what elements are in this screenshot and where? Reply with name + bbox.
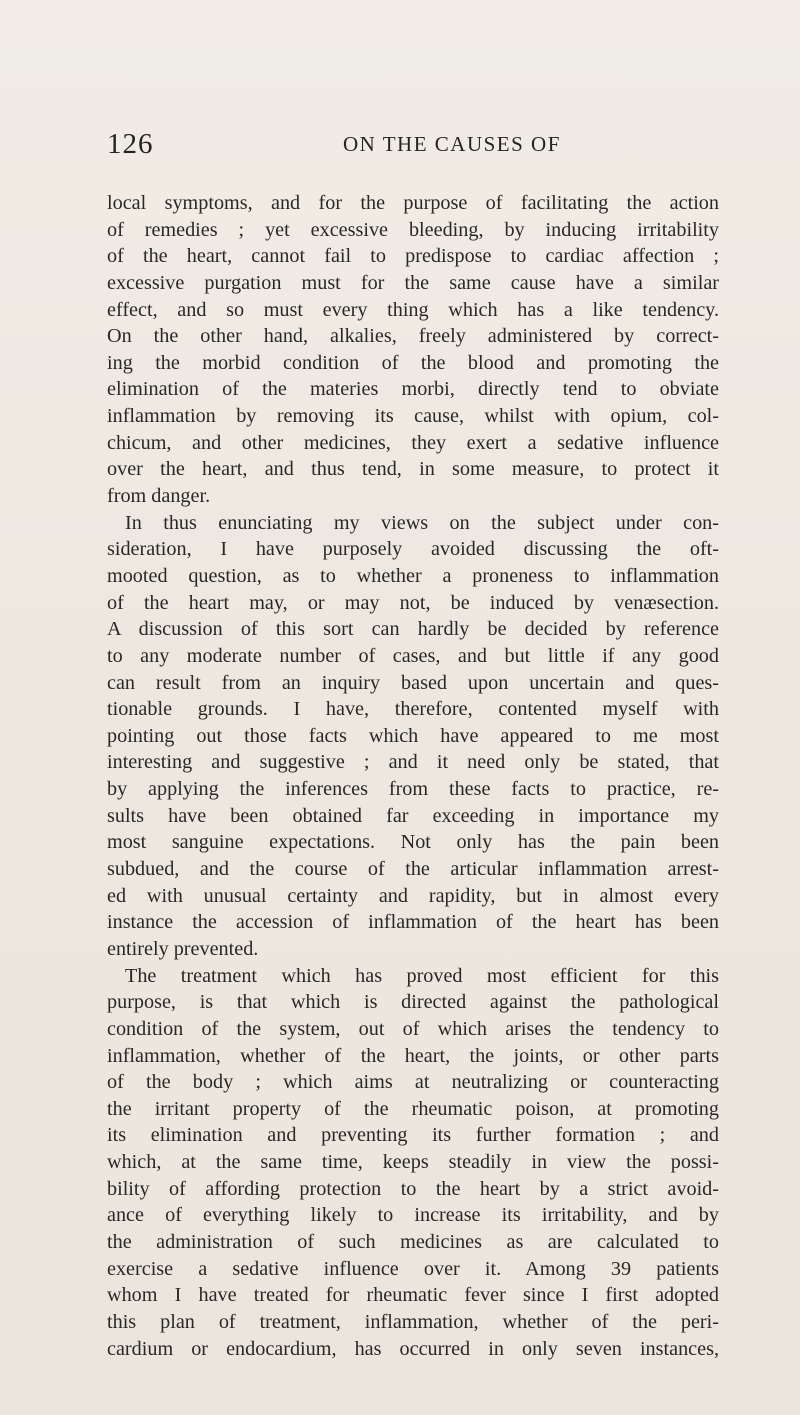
text-line: can result from an inquiry based upon uncertain and ques- — [107, 671, 719, 694]
text-line: mooted question, as to whether a proneness to inflammation — [107, 564, 719, 587]
text-line: to any moderate number of cases, and but little if any good — [107, 644, 719, 667]
running-head: ON THE CAUSES OF — [343, 132, 561, 156]
text-line: condition of the system, out of which arises the tendency to — [107, 1017, 719, 1040]
text-line: pointing out those facts which have appeared to me most — [107, 724, 719, 747]
text-line: ance of everything likely to increase its irritability, and by — [107, 1204, 719, 1227]
text-line: subdued, and the course of the articular inflammation arrest- — [107, 858, 719, 881]
text-line: the administration of such medicines as are calculated to — [107, 1230, 719, 1253]
body-text — [107, 190, 719, 1362]
text-line: On the other hand, alkalies, freely administered by correct- — [107, 325, 719, 348]
text-line: tionable grounds. I have, therefore, contented myself with — [107, 698, 719, 721]
text-line: local symptoms, and for the purpose of facilitating the action — [107, 192, 719, 214]
text-line: cardium or endocardium, has occurred in only seven instances, — [107, 1337, 719, 1360]
text-line: sideration, I have purposely avoided discussing the oft- — [107, 538, 719, 561]
text-line: of the body ; which aims at neutralizing or counteracting — [107, 1071, 719, 1094]
page-number: 126 — [107, 128, 154, 160]
text-line: most sanguine expectations. Not only has the pain been — [107, 831, 719, 854]
text-line: ing the morbid condition of the blood and promoting the — [107, 351, 719, 374]
text-line: elimination of the materies morbi, directly tend to obviate — [107, 378, 719, 401]
text-line: sults have been obtained far exceeding in importance my — [107, 804, 719, 827]
text-line: its elimination and preventing its further formation ; and — [107, 1124, 719, 1147]
page-header — [107, 128, 707, 168]
text-line: from danger. — [107, 485, 211, 508]
text-line: exercise a sedative influence over it. Among 39 patients — [107, 1257, 719, 1280]
text-line: In thus enunciating my views on the subject under con- — [125, 511, 719, 534]
text-line: of the heart, cannot fail to predispose to cardiac affection ; — [107, 245, 719, 268]
text-line: inflammation by removing its cause, whilst with opium, col- — [107, 405, 719, 428]
text-line: of remedies ; yet excessive bleeding, by inducing irritability — [107, 218, 719, 241]
text-line: inflammation, whether of the heart, the joints, or other parts — [107, 1044, 719, 1067]
text-line: the irritant property of the rheumatic poison, at promoting — [107, 1097, 719, 1120]
text-line: The treatment which has proved most efficient for this — [125, 964, 719, 987]
text-line: whom I have treated for rheumatic fever since I first adopted — [107, 1284, 719, 1307]
text-line: ed with unusual certainty and rapidity, but in almost every — [107, 884, 719, 907]
text-line: which, at the same time, keeps steadily in view the possi- — [107, 1151, 719, 1174]
text-line: instance the accession of inflammation of the heart has been — [107, 911, 719, 934]
text-line: chicum, and other medicines, they exert a sedative influence — [107, 431, 719, 454]
text-line: entirely prevented. — [107, 937, 259, 960]
text-line: this plan of treatment, inflammation, whether of the peri- — [107, 1310, 719, 1333]
text-line: by applying the inferences from these facts to practice, re- — [107, 778, 719, 801]
text-line: A discussion of this sort can hardly be decided by reference — [107, 618, 719, 641]
text-line: interesting and suggestive ; and it need only be stated, that — [107, 751, 719, 774]
text-line: over the heart, and thus tend, in some measure, to protect it — [107, 458, 719, 481]
text-line: excessive purgation must for the same cause have a similar — [107, 271, 719, 294]
text-line: bility of affording protection to the heart by a strict avoid- — [107, 1177, 719, 1200]
text-line: effect, and so must every thing which has a like tendency. — [107, 298, 719, 321]
text-line: purpose, is that which is directed against the pathological — [107, 991, 719, 1014]
text-line: of the heart may, or may not, be induced by venæsection. — [107, 591, 719, 614]
